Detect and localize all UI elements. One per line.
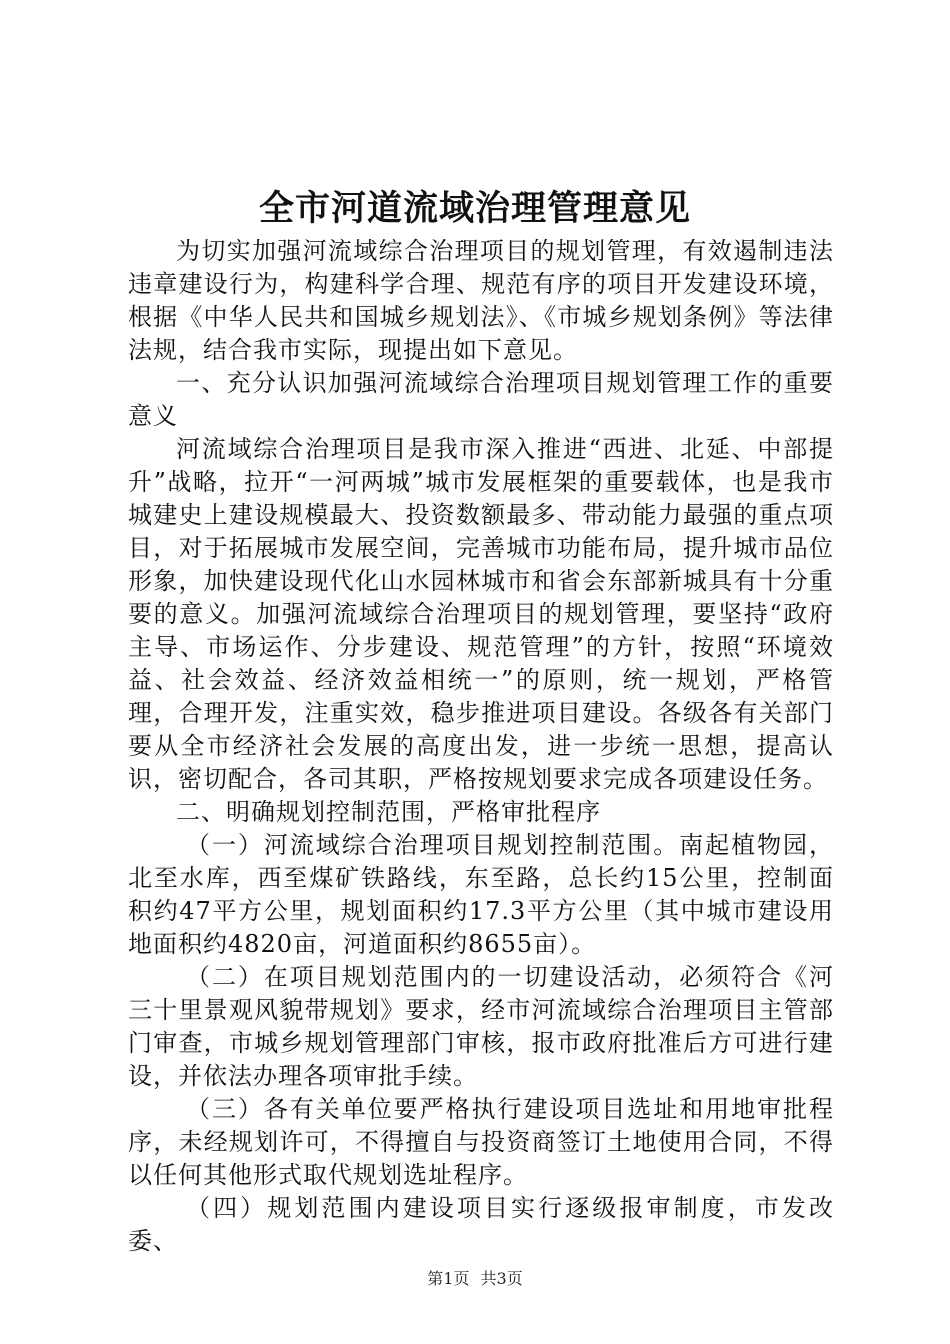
paragraph-intro: 为切实加强河流域综合治理项目的规划管理，有效遏制违法违章建设行为，构建科学合理、规范有序的项目开发建设环境，根据《中华人民共和国城乡规划法》、《市城乡规划条例》等法律法规，结合我市实际，现提出如下意见。: [128, 237, 834, 364]
section-heading-2: 二、明确规划控制范围，严格审批程序: [176, 798, 601, 826]
document-title: 全市河道流域治理管理意见: [258, 188, 691, 229]
paragraph-significance: 河流域综合治理项目是我市深入推进“西进、北延、中部提升”战略，拉开“一河两城”城市发展框架的重要载体，也是我市城建史上建设规模最大、投资数额最多、带动能力最强的重点项目，对于拓展城市发展空间，完善城市功能布局，提升城市品位形象，加快建设现代化山水园林城市和省会东部新城具有十分重要的意义。加强河流域综合治理项目的规划管理，要坚持“政府主导、市场运作、分步建设、规范管理”的方针，按照“环境效益、社会效益、经济效益相统一”的原则，统一规划，严格管理，合理开发，注重实效，稳步推进项目建设。各级各有关部门要从全市经济社会发展的高度出发，进一步统一思想，提高认识，密切配合，各司其职，严格按规划要求完成各项建设任务。: [128, 435, 834, 793]
paragraph-item-2: （二）在项目规划范围内的一切建设活动，必须符合《河三十里景观风貌带规划》要求，经市河流域综合治理项目主管部门审查，市城乡规划管理部门审核，报市政府批准后方可进行建设，并依法办理各项审批手续。: [128, 963, 834, 1090]
paragraph-item-4: （四）规划范围内建设项目实行逐级报审制度，市发改委、: [128, 1194, 834, 1255]
section-heading-1: 一、充分认识加强河流域综合治理项目规划管理工作的重要意义: [128, 369, 834, 430]
page-total: 共3页: [480, 1269, 523, 1288]
paragraph-item-1: （一）河流域综合治理项目规划控制范围。南起植物园，北至水库，西至煤矿铁路线，东至路，总长约15公里，控制面积约47平方公里，规划面积约17.3平方公里（其中城市建设用地面积约4820亩，河道面积约8655亩）。: [128, 831, 834, 958]
paragraph-item-3: （三）各有关单位要严格执行建设项目选址和用地审批程序，未经规划许可，不得擅自与投资商签订土地使用合同，不得以任何其他形式取代规划选址程序。: [128, 1095, 834, 1189]
document-body: [128, 235, 834, 1258]
page-number: 第1页: [427, 1269, 470, 1288]
page-footer: [0, 1268, 950, 1290]
